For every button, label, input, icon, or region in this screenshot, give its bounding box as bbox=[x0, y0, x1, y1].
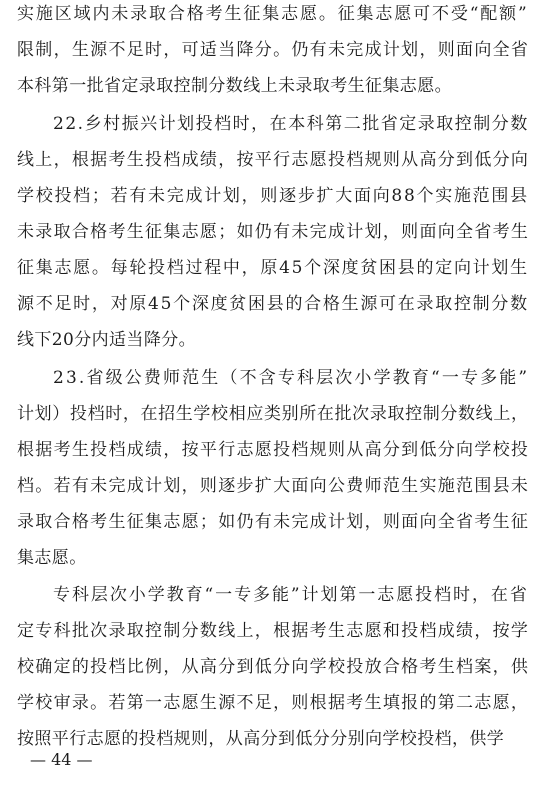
body-text-line: 实施区域内未录取合格考生征集志愿。征集志愿可不受“配额” bbox=[17, 4, 529, 24]
body-text-line: 学校审录。若第一志愿生源不足，则根据考生填报的第二志愿， bbox=[17, 693, 530, 713]
body-text-line: 定专科批次录取控制分数线上，根据考生志愿和投档成绩，按学 bbox=[17, 621, 530, 641]
body-text-line: 本科第一批省定录取控制分数线上未录取考生征集志愿。 bbox=[17, 76, 452, 96]
body-text-line: 征集志愿。每轮投档过程中，原45个深度贫困县的定向计划生 bbox=[17, 258, 529, 278]
body-text-line: 校确定的投档比例，从高分到低分向学校投放合格考生档案，供 bbox=[17, 657, 530, 677]
body-text-line: 源不足时，对原45个深度贫困县的合格生源可在录取控制分数 bbox=[17, 294, 529, 314]
body-text-line: 计划）投档时，在招生学校相应类别所在批次录取控制分数线上， bbox=[17, 404, 529, 424]
body-text-line: 22.乡村振兴计划投档时，在本科第二批省定录取控制分数 bbox=[53, 114, 529, 134]
body-text-line: 专科层次小学教育“一专多能”计划第一志愿投档时，在省 bbox=[53, 585, 529, 605]
body-text-line: 根据考生投档成绩，按平行志愿投档规则从高分到低分向学校投 bbox=[17, 440, 530, 460]
body-text-line: 档。若有未完成计划，则逐步扩大面向公费师范生实施范围县未 bbox=[17, 476, 530, 496]
body-text-line: 录取合格考生征集志愿；如仍有未完成计划，则面向全省考生征 bbox=[17, 512, 530, 532]
body-text-line: 23.省级公费师范生（不含专科层次小学教育“一专多能” bbox=[53, 368, 530, 388]
body-text-line: 未录取合格考生征集志愿；如仍有未完成计划，则面向全省考生 bbox=[17, 222, 530, 242]
body-text-line: 线上，根据考生投档成绩，按平行志愿投档规则从高分到低分向 bbox=[17, 150, 530, 170]
body-text-line: 学校投档；若有未完成计划，则逐步扩大面向88个实施范围县 bbox=[17, 186, 529, 206]
body-text-line: 按照平行志愿的投档规则，从高分到低分分别向学校投档，供学 bbox=[17, 729, 505, 749]
body-text-line: 线下20分内适当降分。 bbox=[17, 330, 197, 350]
body-text-line: 集志愿。 bbox=[17, 548, 87, 568]
body-text-line: 限制，生源不足时，可适当降分。仍有未完成计划，则面向全省 bbox=[17, 40, 530, 60]
page-number: — 44 — bbox=[30, 750, 93, 769]
